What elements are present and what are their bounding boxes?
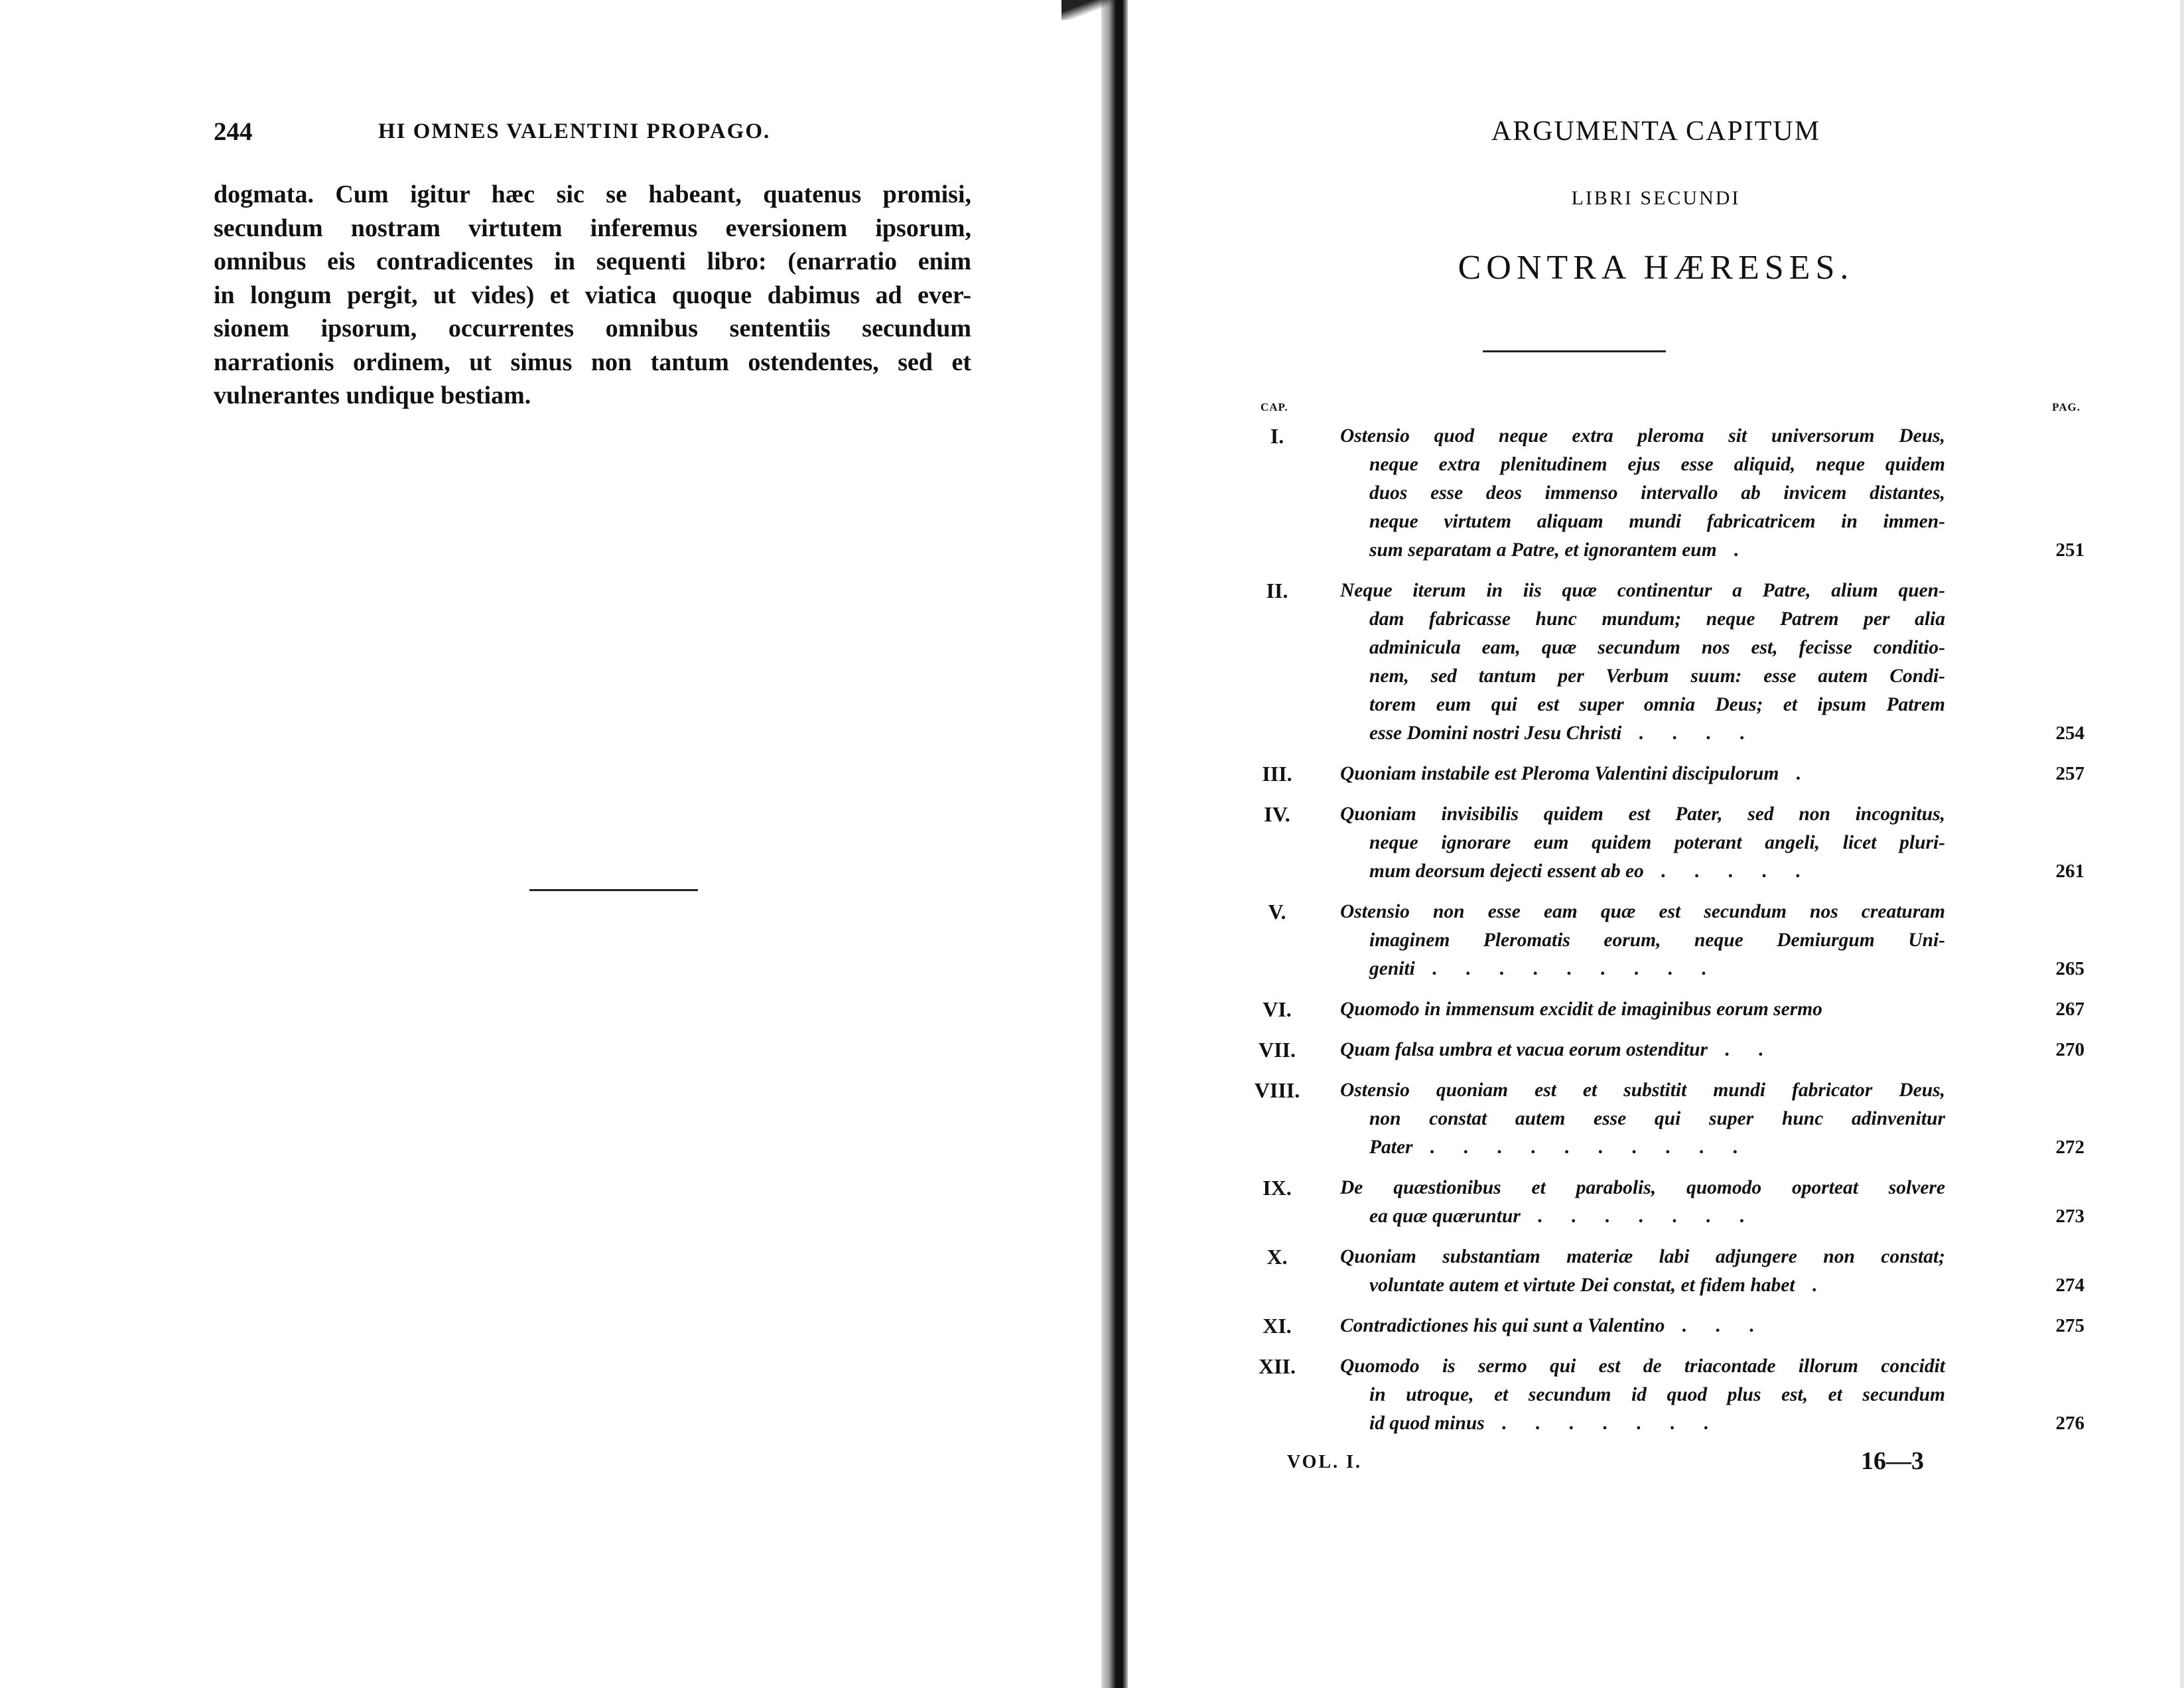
toc-entry	[1247, 422, 2084, 565]
argument-line	[1340, 719, 1945, 748]
chapter-argument	[1340, 1312, 1945, 1340]
body-line: sionem ipsorum, occurrentes omnibus sententiis secundum	[214, 315, 971, 342]
argument-line-text: voluntate autem et virtute Dei constat, et fidem habet	[1369, 1275, 1795, 1296]
chapter-numeral: V.	[1268, 900, 1286, 924]
argument-line	[1340, 1352, 1945, 1381]
dot-leader: . .	[1708, 1039, 1775, 1060]
argument-line-text: Ostensio non esse eam quæ est secundum nos creaturam	[1340, 901, 1945, 922]
argument-line	[1340, 577, 1945, 605]
argument-line-text: Quoniam instabile est Pleroma Valentini discipulorum	[1340, 763, 1779, 784]
dot-leader: . . . . . . .	[1520, 1206, 1757, 1227]
argument-line	[1340, 508, 1945, 536]
page-footer	[1287, 1446, 1924, 1480]
chapter-numeral: XII.	[1258, 1354, 1296, 1378]
page-reference: 272	[2055, 1137, 2084, 1158]
argument-line	[1340, 955, 1945, 983]
toc-subtitle: LIBRI SECUNDI	[1571, 187, 1741, 209]
argument-line	[1340, 1312, 1945, 1340]
column-labels	[1261, 401, 2081, 417]
argument-line	[1340, 995, 1945, 1024]
body-line: narrationis ordinem, ut simus non tantum ostendentes, sed et	[214, 348, 971, 376]
toc-list	[1247, 422, 2084, 1450]
chapter-argument	[1340, 1076, 1945, 1162]
argument-line	[1340, 1381, 1945, 1409]
argument-line	[1340, 800, 1945, 829]
chapter-numeral: VII.	[1258, 1038, 1296, 1062]
argument-line	[1340, 1133, 1945, 1162]
page-reference: 275	[2055, 1315, 2084, 1336]
chapter-argument	[1340, 898, 1945, 983]
argument-line-text: geniti	[1369, 958, 1415, 979]
dot-leader: .	[1795, 1275, 1829, 1296]
chapter-argument	[1340, 1352, 1945, 1438]
argument-line-text: Quomodo is sermo qui est de triacontade illorum concidit	[1340, 1356, 1945, 1377]
argument-line	[1340, 479, 1945, 508]
argument-line-text: esse Domini nostri Jesu Christi	[1369, 723, 1622, 744]
page-reference: 251	[2055, 539, 2084, 561]
page-reference: 261	[2055, 861, 2084, 882]
page-reference: 254	[2055, 723, 2084, 744]
argument-line	[1340, 1409, 1945, 1438]
argument-line	[1340, 605, 1945, 634]
chapter-argument	[1340, 800, 1945, 886]
body-line: vulnerantes undique bestiam.	[214, 382, 531, 409]
dot-leader: .	[1716, 539, 1751, 561]
argument-line-text: sum separatam a Patre, et ignorantem eum	[1369, 539, 1717, 561]
dot-leader: . . . . .	[1643, 861, 1812, 882]
argument-line-text: Quoniam substantiam materiæ labi adjungere non constat;	[1340, 1246, 1945, 1267]
argument-line-text: neque extra plenitudinem ejus esse aliquid, neque quidem	[1369, 454, 1945, 475]
section-end-rule	[529, 889, 698, 891]
argument-line-text: Quoniam invisibilis quidem est Pater, sed non incognitus,	[1340, 804, 1945, 825]
chapter-numeral: II.	[1266, 579, 1288, 602]
dot-leader: . . .	[1665, 1315, 1766, 1336]
argument-line-text: Contradictiones his qui sunt a Valentino	[1340, 1315, 1665, 1336]
argument-line-text: De quæstionibus et parabolis, quomodo oporteat solvere	[1340, 1177, 1945, 1198]
toc-entry	[1247, 1076, 2084, 1162]
page-reference: 270	[2055, 1039, 2084, 1060]
page-reference: 273	[2055, 1206, 2084, 1227]
argument-line	[1340, 536, 1945, 565]
toc-entry	[1247, 1312, 2084, 1340]
argument-line-text: mum deorsum dejecti essent ab eo	[1369, 861, 1644, 882]
chapter-numeral: VI.	[1263, 997, 1292, 1021]
running-head	[214, 117, 970, 157]
right-page	[1128, 0, 2184, 1688]
heading-rule	[1483, 350, 1666, 352]
toc-entry	[1247, 1243, 2084, 1300]
argument-line	[1340, 662, 1945, 691]
toc-entry	[1247, 898, 2084, 983]
argument-line-text: Neque iterum in iis quæ continentur a Patre, alium quen-	[1340, 580, 1945, 601]
argument-line	[1340, 1243, 1945, 1271]
printer-signature: 16—3	[1861, 1447, 1924, 1475]
chapter-argument	[1340, 422, 1945, 565]
toc-entry	[1247, 995, 2084, 1024]
argument-line-text: imaginem Pleromatis eorum, neque Demiurgum Uni-	[1369, 930, 1945, 951]
book-gutter	[1101, 0, 1128, 1688]
argument-line-text: neque ignorare eum quidem poterant angeli, licet pluri-	[1369, 832, 1945, 853]
argument-line	[1340, 926, 1945, 955]
toc-entry	[1247, 1352, 2084, 1438]
argument-line	[1340, 1202, 1945, 1231]
argument-line-text: neque virtutem aliquam mundi fabricatricem in immen-	[1369, 511, 1945, 532]
dot-leader: . . . .	[1621, 723, 1757, 744]
argument-line	[1340, 451, 1945, 479]
toc-entry	[1247, 577, 2084, 748]
argument-line	[1340, 1105, 1945, 1133]
toc-title: ARGUMENTA CAPITUM	[1491, 116, 1821, 147]
argument-line	[1340, 1076, 1945, 1105]
toc-entry	[1247, 1174, 2084, 1231]
running-title: HI OMNES VALENTINI PROPAGO.	[378, 119, 771, 143]
page-reference: 265	[2055, 958, 2084, 979]
argument-line	[1340, 691, 1945, 719]
argument-line-text: duos esse deos immenso intervallo ab invicem distantes,	[1369, 482, 1945, 504]
argument-line	[1340, 857, 1945, 886]
argument-line-text: non constat autem esse qui super hunc adinvenitur	[1369, 1108, 1945, 1129]
body-line: omnibus eis contradicentes in sequenti libro: (enarratio enim	[214, 247, 971, 275]
toc-entry	[1247, 800, 2084, 886]
toc-main-title: CONTRA HÆRESES.	[1458, 249, 1854, 287]
chapter-numeral: III.	[1262, 762, 1292, 786]
argument-line-text: ea quæ quæruntur	[1369, 1206, 1521, 1227]
argument-line-text: Quam falsa umbra et vacua eorum ostenditur	[1340, 1039, 1708, 1060]
argument-line	[1340, 1174, 1945, 1202]
chapter-numeral: VIII.	[1254, 1078, 1300, 1102]
argument-line-text: Quomodo in immensum excidit de imaginibus eorum sermo	[1340, 999, 1822, 1020]
cap-column-label: CAP.	[1261, 401, 1288, 413]
page-edge	[2180, 0, 2184, 1688]
chapter-argument	[1340, 1036, 1945, 1064]
body-text	[214, 178, 971, 413]
page-number: 244	[214, 117, 253, 146]
page-reference: 276	[2055, 1413, 2084, 1434]
chapter-numeral: X.	[1266, 1245, 1288, 1269]
argument-line-text: id quod minus	[1369, 1413, 1485, 1434]
argument-line-text: nem, sed tantum per Verbum suum: esse autem Condi-	[1369, 666, 1945, 687]
body-line: dogmata. Cum igitur hæc sic se habeant, quatenus promisi,	[214, 180, 971, 208]
body-line: secundum nostram virtutem inferemus eversionem ipsorum,	[214, 214, 971, 242]
dot-leader: . . . . . . . . .	[1414, 958, 1718, 979]
argument-line-text: adminicula eam, quæ secundum nos est, fecisse conditio-	[1369, 637, 1945, 658]
chapter-numeral: IV.	[1264, 802, 1290, 826]
volume-label: VOL. I.	[1287, 1452, 1363, 1472]
argument-line	[1340, 1271, 1945, 1300]
argument-line	[1340, 634, 1945, 662]
argument-line-text: Pater	[1369, 1137, 1413, 1158]
chapter-numeral: I.	[1270, 424, 1284, 448]
chapter-argument	[1340, 577, 1945, 748]
dot-leader: .	[1779, 763, 1813, 784]
argument-line	[1340, 829, 1945, 857]
dot-leader: . . . . . . . . . .	[1412, 1137, 1750, 1158]
chapter-argument	[1340, 760, 1945, 788]
page-reference: 257	[2055, 763, 2084, 784]
argument-line	[1340, 422, 1945, 451]
page-reference: 267	[2055, 999, 2084, 1020]
argument-line-text: Ostensio quod neque extra pleroma sit universorum Deus,	[1340, 425, 1945, 447]
toc-entry	[1247, 760, 2084, 788]
body-line: in longum pergit, ut vides) et viatica quoque dabimus ad ever-	[214, 281, 971, 309]
chapter-argument	[1340, 1243, 1945, 1300]
argument-line-text: Ostensio quoniam est et substitit mundi fabricator Deus,	[1340, 1080, 1945, 1101]
toc-heading	[1128, 115, 2184, 147]
toc-entry	[1247, 1036, 2084, 1064]
argument-line	[1340, 760, 1945, 788]
argument-line-text: torem eum qui est super omnia Deus; et ipsum Patrem	[1369, 694, 1945, 715]
argument-line-text: dam fabricasse hunc mundum; neque Patrem per alia	[1369, 608, 1945, 630]
argument-line-text: in utroque, et secundum id quod plus est, et secundum	[1369, 1384, 1945, 1405]
gutter-fold-shadow	[1061, 0, 1115, 20]
page-column-label: PAG.	[2052, 401, 2081, 413]
argument-line	[1340, 898, 1945, 926]
chapter-numeral: IX.	[1263, 1176, 1292, 1200]
page-reference: 274	[2055, 1275, 2084, 1296]
chapter-numeral: XI.	[1263, 1314, 1292, 1338]
dot-leader: . . . . . . .	[1484, 1413, 1721, 1434]
chapter-argument	[1340, 995, 1945, 1024]
chapter-argument	[1340, 1174, 1945, 1231]
argument-line	[1340, 1036, 1945, 1064]
